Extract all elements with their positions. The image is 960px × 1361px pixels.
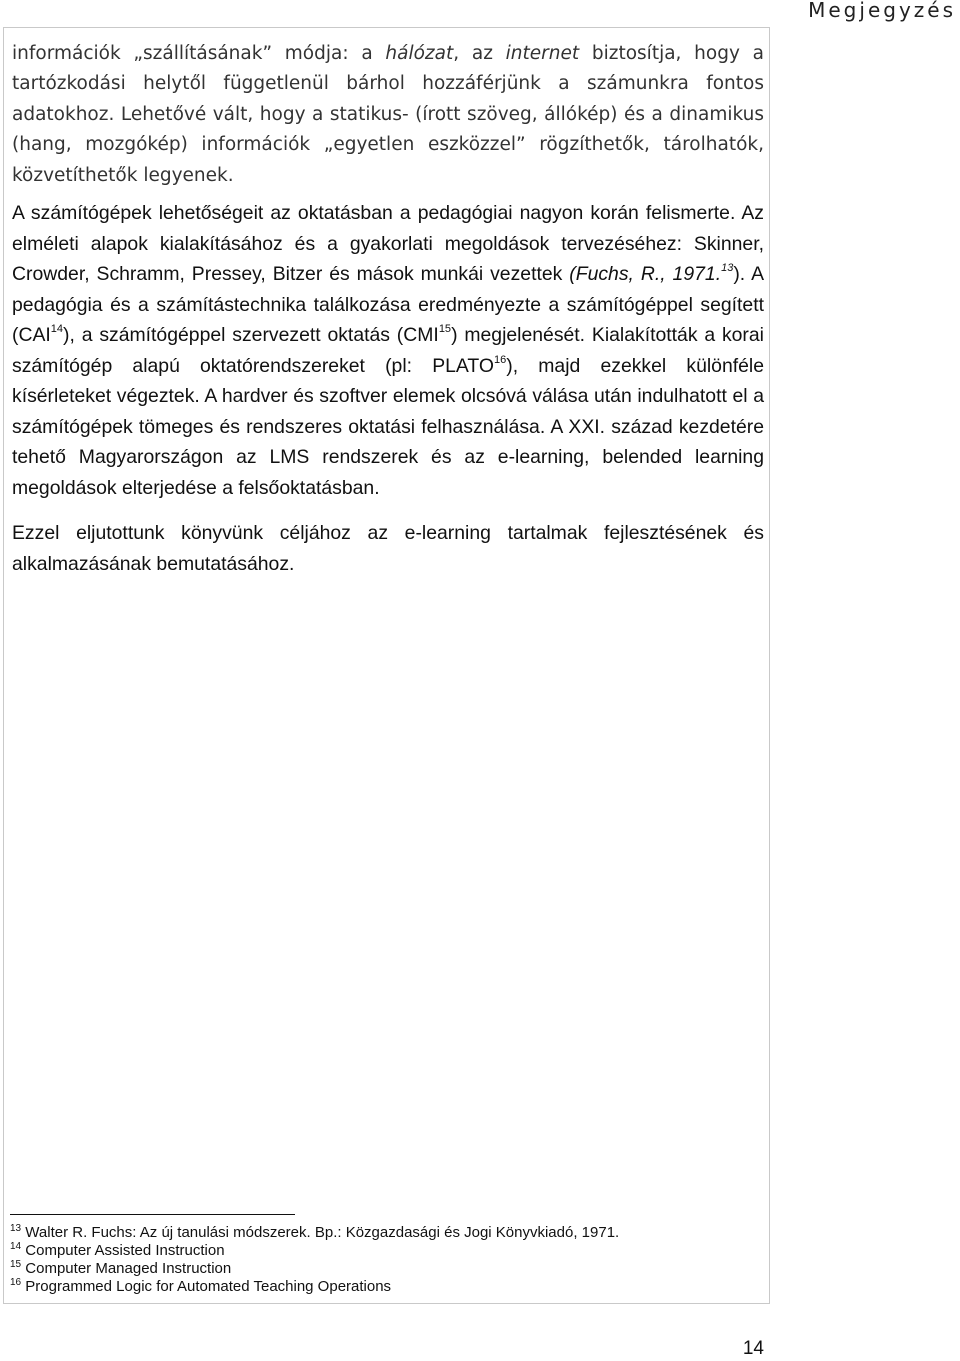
p2-text-b: A pedagógia és a számítástechnika találkozása eredményezte a számítógéppel segített (CAI [12, 263, 764, 346]
footnote-16 [10, 1278, 765, 1296]
intro-text: információk „szállításának” módja: a hálózat, az internet biztosítja, hogy a tartózkodási helytől függetlenül bárhol hozzáférjünk a számunkra fontos adatokhoz. Lehetővé vált, hogy a statikus- (írott szöveg, állókép) és a dinamikus (hang, mozgókép) információk „egyetlen eszközzel” rögzíthetők, tárolhatók, közvetíthetők legyenek. [12, 43, 764, 186]
footnote-number: 13 [10, 1223, 22, 1234]
footnote-text: Computer Assisted Instruction [25, 1242, 225, 1259]
footnote-text: Walter R. Fuchs: Az új tanulási módszerek. Bp.: Közgazdasági és Jogi Könyvkiadó, 1971. [25, 1224, 620, 1241]
footnote-number: 15 [10, 1259, 22, 1270]
citation-close: ). [733, 263, 746, 285]
footnotes-list [10, 1224, 765, 1296]
p2-text-c: ), a számítógéppel szervezett oktatás (CMI [63, 324, 439, 346]
p2-text-a: Az elméleti alapok kialakításához és a gyakorlati megoldások tervezéséhez: Skinner, Crowder, Schramm, Pressey, Bitzer és mások munkái vezettek [12, 202, 764, 285]
footnote-number: 14 [10, 1241, 22, 1252]
intro-paragraph [12, 39, 764, 191]
footnote-ref-14[interactable]: 14 [50, 323, 64, 335]
footnote-separator [10, 1214, 295, 1215]
page-number: 14 [742, 1338, 764, 1359]
footnote-ref-16[interactable]: 16 [494, 353, 507, 366]
footnote-14 [10, 1242, 765, 1260]
footnote-number: 16 [10, 1277, 22, 1288]
p2-text-d: ) megjelenését. Kialakították a korai számítógép alapú oktatórendszereket (pl: PLATO [12, 324, 764, 377]
footnote-15 [10, 1260, 765, 1278]
footnote-text: Computer Managed Instruction [25, 1260, 232, 1277]
footnote-13 [10, 1224, 765, 1242]
footnote-text: Programmed Logic for Automated Teaching Operations [25, 1278, 392, 1295]
p3-text: Ezzel eljutottunk könyvünk céljához az e-learning tartalmak fejlesztésének és alkalmazásának bemutatásához. [12, 522, 764, 575]
margin-note-header: Megjegyzés [808, 0, 956, 22]
footnote-ref-13[interactable]: 13 [721, 262, 734, 274]
footnote-ref-15[interactable]: 15 [438, 323, 452, 335]
paragraph-history [12, 198, 764, 503]
citation-fuchs: (Fuchs, R., 1971. [569, 263, 722, 285]
p2-text-e: ), majd ezekkel különféle kísérleteket végeztek. A hardver és szoftver elemek olcsóvá válása után indulhatott el a számítógépek tömeges és rendszeres oktatási felhasználása. A XXI. század kezdetére tehető Magyarországon az LMS rendszerek és az e-learning, belended learning megoldások elterjedése a felsőoktatásban. [12, 354, 764, 499]
p1-text: A számítógépek lehetőségeit az oktatásban a pedagógiai nagyon korán felismerte. [12, 202, 736, 224]
paragraph-conclusion [12, 518, 764, 579]
